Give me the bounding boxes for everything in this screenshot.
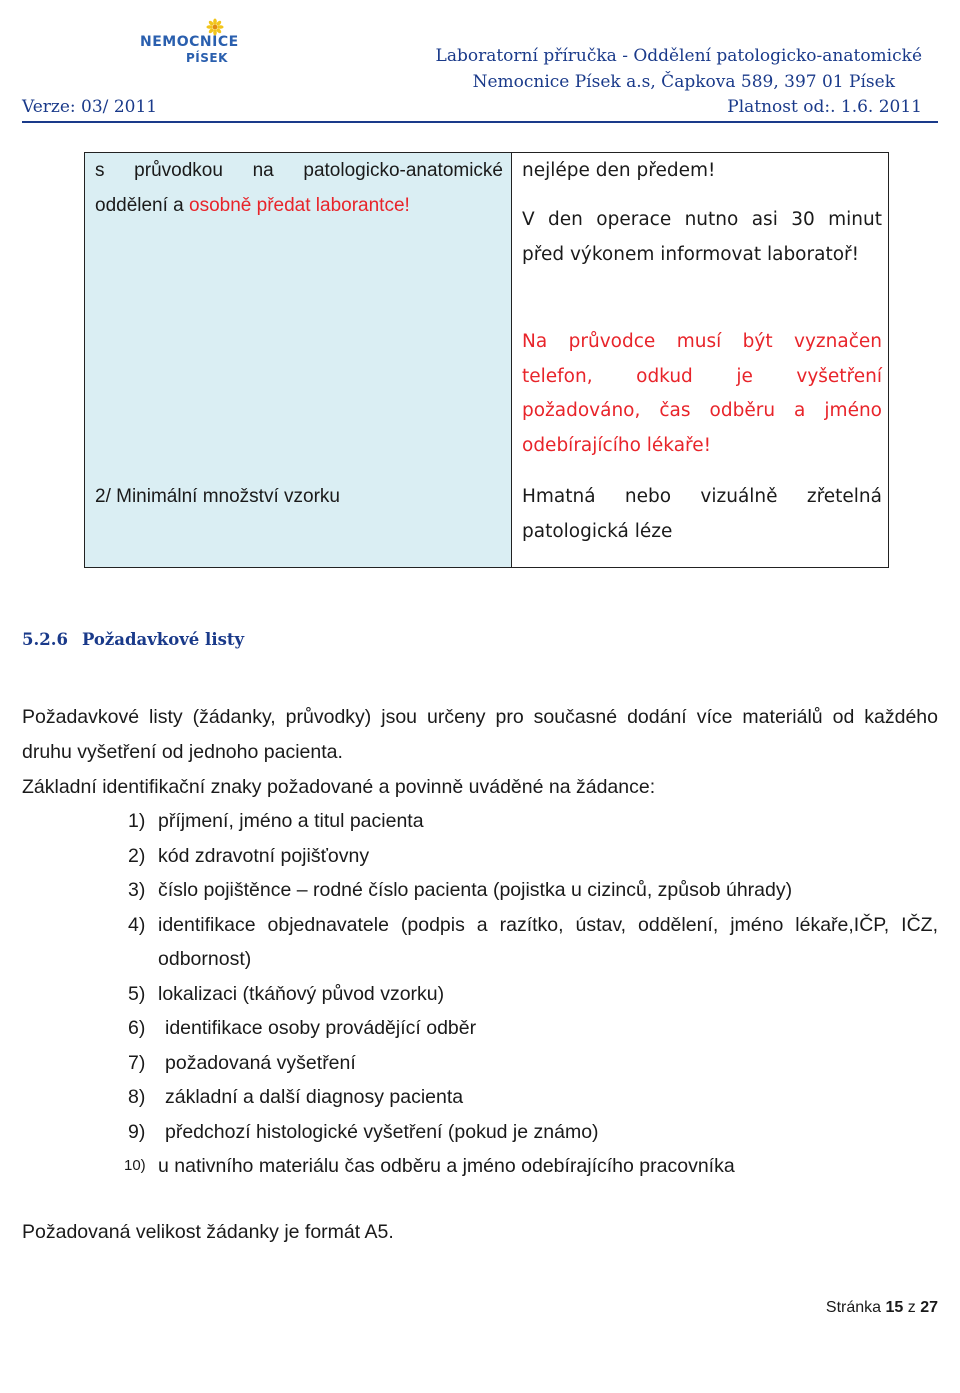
document-title: Laboratorní příručka - Oddělení patologicko-anatomické [435, 46, 922, 66]
validity-date: Platnost od:. 1.6. 2011 [727, 97, 922, 117]
footer-mid: z [903, 1299, 921, 1316]
table-cell-lesion: Hmatná nebo vizuálně zřetelná patologická léze [522, 486, 882, 542]
list-item-text: předchozí histologické vyšetření (pokud je známo) [165, 1120, 599, 1143]
list-item-number: 2) [128, 844, 146, 867]
current-page: 15 [885, 1299, 904, 1316]
footer-prefix: Stránka [825, 1299, 886, 1316]
list-item [128, 1046, 938, 1081]
list-item-number: 3) [128, 879, 146, 901]
list-item [128, 1080, 938, 1115]
section-number: 5.2.6 [22, 630, 68, 649]
table-cell-surgery-notice: V den operace nutno asi 30 minut před výkonem informovat laboratoř! [522, 209, 882, 265]
total-pages: 27 [920, 1299, 938, 1316]
hospital-logo [130, 18, 260, 68]
lead-paragraph: Základní identifikační znaky požadované a povinně uváděné na žádance: [22, 776, 656, 798]
list-item-text: číslo pojištěnce – rodné číslo pacienta (pojistka u cizinců, způsob úhrady) [158, 879, 793, 901]
logo-text: NEMOCNICE [140, 34, 239, 50]
list-item-text: kód zdravotní pojišťovny [158, 844, 370, 867]
list-item [128, 839, 938, 874]
header-divider [22, 121, 938, 123]
list-item-number: 7) [128, 1051, 146, 1074]
list-item-text: identifikace objednavatele (podpis a razítko, ústav, oddělení, jméno lékaře,IČP, IČZ, odbornost) [158, 913, 938, 970]
list-item-number: 6) [128, 1017, 146, 1039]
page-footer [826, 1299, 938, 1317]
list-item [128, 977, 938, 1012]
list-item [128, 908, 938, 977]
list-item-number: 8) [128, 1086, 146, 1108]
list-item-text: příjmení, jméno a titul pacienta [158, 810, 424, 832]
list-item-text: u nativního materiálu čas odběru a jméno odebírajícího pracovníka [158, 1155, 735, 1177]
list-item [128, 804, 938, 839]
list-item-number: 9) [128, 1120, 146, 1143]
delivery-highlight: osobně předat laborantce! [189, 194, 410, 216]
list-item-text: základní a další diagnosy pacienta [165, 1086, 464, 1108]
hospital-address: Nemocnice Písek a.s, Čapkova 589, 397 01 Písek [472, 72, 895, 92]
list-item [128, 1011, 938, 1046]
list-item-text: lokalizaci (tkáňový původ vzorku) [158, 982, 445, 1005]
delivery-text: s průvodkou na patologicko-anatomické oddělení a [95, 160, 503, 216]
section-title: Požadavkové listy [81, 630, 245, 649]
table-cell-advance: nejlépe den předem! [522, 160, 716, 181]
table-cell-delivery [95, 154, 503, 223]
section-heading [22, 630, 244, 649]
intro-paragraph: Požadavkové listy (žádanky, průvodky) jsou určeny pro současné dodání více materiálů od každého druhu vyšetření od jednoho pacienta. [22, 706, 938, 763]
list-item [128, 1115, 938, 1150]
table-cell-min-amount: 2/ Minimální množství vzorku [95, 486, 340, 507]
list-item [124, 1149, 938, 1184]
list-item-number: 1) [128, 810, 146, 832]
list-item-text: požadovaná vyšetření [165, 1051, 356, 1074]
requirements-table [84, 152, 889, 568]
list-item-number: 5) [128, 982, 146, 1005]
document-version: Verze: 03/ 2011 [22, 97, 158, 117]
logo-subtext: PÍSEK [186, 51, 228, 65]
table-cell-form-requirements: Na průvodce musí být vyznačen telefon, odkud je vyšetření požadováno, čas odběru a jméno odebírajícího lékaře! [522, 331, 882, 456]
list-item [128, 873, 938, 908]
page-header [0, 0, 960, 122]
identification-list [124, 804, 938, 1184]
closing-paragraph: Požadovaná velikost žádanky je formát A5. [22, 1221, 394, 1243]
list-item-text: identifikace osoby provádějící odběr [165, 1017, 477, 1039]
list-item-number: 10) [124, 1157, 146, 1174]
list-item-number: 4) [128, 913, 146, 936]
